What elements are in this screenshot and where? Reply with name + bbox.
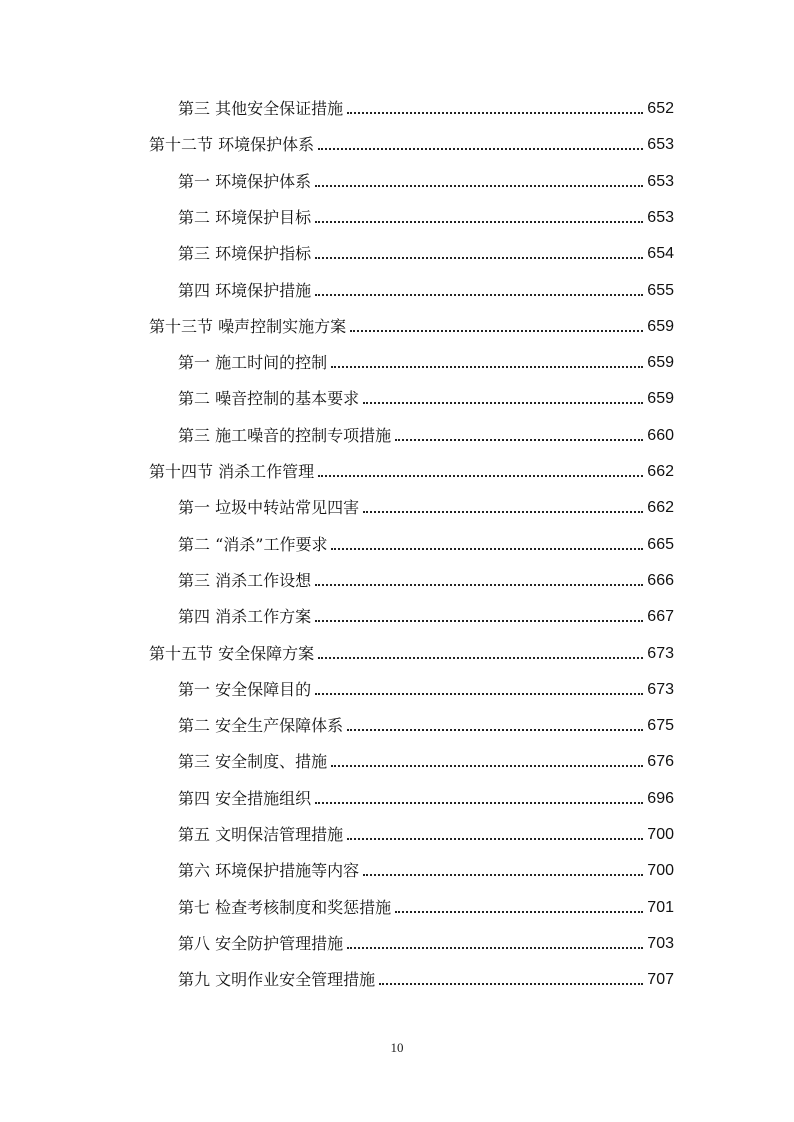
toc-entry[interactable]: [178, 527, 674, 555]
toc-entry-page: 659: [647, 354, 674, 372]
dot-leader: [347, 927, 643, 949]
dot-leader: [315, 165, 643, 187]
dot-leader: [347, 92, 643, 114]
dot-leader: [315, 564, 643, 586]
toc-entry-page: 701: [647, 898, 674, 916]
dot-leader: [331, 346, 643, 368]
toc-entry-title: 第三 其他安全保证措施: [178, 99, 344, 118]
toc-entry-page: 665: [647, 535, 674, 553]
toc-entry-title: 第一 施工时间的控制: [178, 353, 328, 373]
toc-entry-page: 662: [647, 499, 674, 517]
toc-entry[interactable]: [149, 636, 674, 664]
dot-leader: [315, 673, 643, 695]
toc-entry-page: 707: [647, 971, 674, 989]
toc-entry-title: 第一 安全保障目的: [178, 679, 312, 699]
toc-entry-title: 第十四节 消杀工作管理: [149, 462, 315, 481]
toc-entry-title: 第三 环境保护指标: [178, 244, 312, 264]
toc-entry[interactable]: [178, 236, 674, 264]
dot-leader: [315, 201, 643, 223]
toc-entry[interactable]: [178, 345, 674, 373]
dot-leader: [379, 963, 643, 985]
toc-entry-page: 696: [647, 789, 674, 807]
dot-leader: [331, 745, 643, 767]
toc-entry[interactable]: [149, 309, 674, 337]
toc-entry[interactable]: [178, 563, 674, 591]
page-number: 10: [390, 1040, 404, 1055]
toc-entry-title: 第三 消杀工作设想: [178, 570, 312, 590]
toc-entry-title: 第七 检查考核制度和奖惩措施: [178, 897, 392, 917]
toc-entry[interactable]: [178, 744, 674, 772]
toc-entry-title: 第四 安全措施组织: [178, 788, 312, 808]
dot-leader: [315, 237, 643, 259]
toc-entry-page: 673: [647, 644, 674, 662]
toc-entry-page: 667: [647, 608, 674, 626]
toc-entry-page: 653: [647, 136, 674, 154]
dot-leader: [363, 491, 643, 513]
toc-entry[interactable]: [178, 381, 674, 409]
toc-entry-page: 666: [647, 571, 674, 589]
toc-entry[interactable]: [149, 454, 674, 482]
toc-entry-page: 662: [647, 463, 674, 480]
toc-entry[interactable]: [178, 164, 674, 192]
dot-leader: [318, 637, 643, 659]
toc-entry-title: 第四 环境保护措施: [178, 280, 312, 300]
toc-entry-title: 第二 环境保护目标: [178, 207, 312, 227]
toc-entry[interactable]: [149, 127, 674, 155]
dot-leader: [347, 818, 643, 840]
toc-entry[interactable]: [178, 418, 674, 446]
toc-entry[interactable]: [178, 817, 674, 845]
toc-entry-title: 第三 安全制度、措施: [178, 752, 328, 772]
toc-entry-page: 655: [647, 281, 674, 299]
toc-entry-title: 第六 环境保护措施等内容: [178, 861, 360, 881]
toc-entry[interactable]: [178, 599, 674, 627]
toc-entry-title: 第二 噪音控制的基本要求: [178, 389, 360, 409]
dot-leader: [315, 782, 643, 804]
toc-entry-title: 第八 安全防护管理措施: [178, 933, 344, 953]
toc-entry-title: 第二 “消杀”工作要求: [178, 534, 328, 554]
toc-entry[interactable]: [178, 672, 674, 700]
toc-entry-page: 653: [647, 172, 674, 190]
toc-entry-page: 660: [647, 426, 674, 444]
dot-leader: [363, 382, 643, 404]
toc-entry[interactable]: [178, 962, 674, 990]
toc-entry-page: 700: [647, 826, 674, 843]
toc-entry-title: 第四 消杀工作方案: [178, 607, 312, 627]
toc-entry-title: 第十五节 安全保障方案: [149, 643, 315, 663]
dot-leader: [363, 854, 643, 876]
dot-leader: [331, 528, 643, 550]
toc-entry-title: 第三 施工噪音的控制专项措施: [178, 425, 392, 445]
toc-entry-page: 653: [647, 208, 674, 226]
toc-entry-title: 第九 文明作业安全管理措施: [178, 970, 376, 990]
toc-entry-title: 第一 垃圾中转站常见四害: [178, 498, 360, 518]
dot-leader: [395, 891, 643, 913]
toc-entry-page: 659: [647, 317, 674, 335]
toc-entry[interactable]: [178, 781, 674, 809]
toc-entry-page: 654: [647, 245, 674, 263]
toc-entry[interactable]: [178, 926, 674, 954]
toc-entry-title: 第一 环境保护体系: [178, 171, 312, 191]
toc-entry[interactable]: [178, 853, 674, 881]
toc-entry-page: 700: [647, 862, 674, 880]
toc-entry-page: 659: [647, 390, 674, 408]
toc-entry-page: 703: [647, 934, 674, 952]
dot-leader: [318, 128, 643, 150]
dot-leader: [318, 455, 643, 477]
toc-entry[interactable]: [178, 273, 674, 301]
toc-entry-page: 676: [647, 753, 674, 771]
dot-leader: [315, 600, 643, 622]
toc-entry-page: 675: [647, 717, 674, 735]
toc-entry[interactable]: [178, 200, 674, 228]
toc-entry-page: 673: [647, 680, 674, 698]
toc-entry-title: 第五 文明保洁管理措施: [178, 825, 344, 844]
dot-leader: [395, 419, 643, 441]
toc-entry[interactable]: [178, 91, 674, 119]
dot-leader: [315, 274, 643, 296]
toc-entry-page: 652: [647, 100, 674, 117]
dot-leader: [347, 709, 643, 731]
toc-entry-title: 第二 安全生产保障体系: [178, 716, 344, 736]
toc-entry-title: 第十三节 噪声控制实施方案: [149, 316, 347, 336]
toc-entry[interactable]: [178, 708, 674, 736]
toc-entry[interactable]: [178, 490, 674, 518]
toc-entry[interactable]: [178, 890, 674, 918]
toc-entry-title: 第十二节 环境保护体系: [149, 135, 315, 155]
dot-leader: [350, 310, 643, 332]
